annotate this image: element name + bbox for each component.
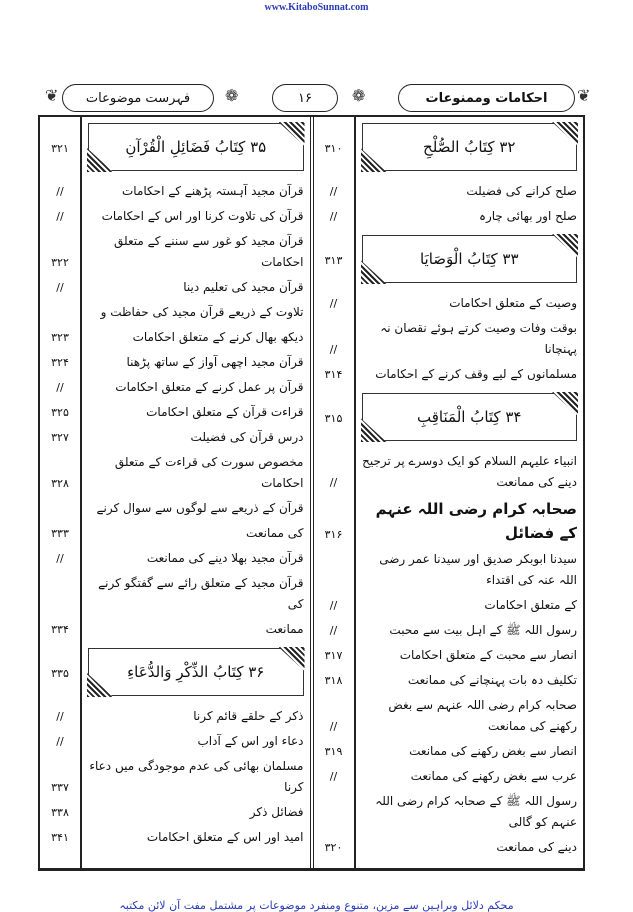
- page-reference: //: [314, 204, 356, 229]
- page-reference: //: [314, 291, 356, 316]
- chapter-heading-cell: [356, 229, 584, 291]
- chapter-heading-cell: [356, 387, 584, 449]
- page-reference: //: [314, 316, 356, 362]
- contents-entry[interactable]: دعاء اور اس کے آداب: [197, 734, 304, 748]
- page-reference: ۳۲۱: [40, 117, 82, 179]
- contents-entry[interactable]: ممانعت: [265, 622, 304, 636]
- contents-entry[interactable]: قرآن مجید اچھی آواز کے ساتھ پڑھنا: [126, 355, 304, 369]
- ornament-icon: ❁: [225, 86, 239, 105]
- page-reference: //: [40, 275, 82, 300]
- page-reference: //: [314, 593, 356, 618]
- chapter-heading-box: [362, 235, 578, 283]
- contents-entry[interactable]: تلاوت کے ذریعے قرآن مجید کی حفاظت و: [100, 305, 304, 319]
- footer-text: محکم دلائل وبراہین سے مزین، متنوع ومنفرد موضوعات پر مشتمل مفت آن لائن مکتبہ: [119, 899, 514, 912]
- page-reference: [40, 496, 82, 521]
- chapter-heading[interactable]: ۳۳ كِتَابُ الْوَصَايَا: [419, 250, 519, 268]
- page-reference: ۳۱۸: [314, 668, 356, 693]
- page-reference: [314, 789, 356, 835]
- page-reference: ۳۳۴: [40, 617, 82, 642]
- contents-entry[interactable]: فضائل ذکر: [249, 805, 304, 819]
- contents-entry[interactable]: انصار سے بغض رکھنے کی ممانعت: [409, 744, 577, 758]
- page-reference: ۳۱۷: [314, 643, 356, 668]
- contents-entry[interactable]: انبیاء علیہم السلام کو ایک دوسرے پر ترجیح دینے کی ممانعت: [362, 454, 577, 489]
- page-reference: ۳۴۱: [40, 825, 82, 850]
- contents-entry[interactable]: تکلیف دہ بات پہنچانے کی ممانعت: [407, 673, 577, 687]
- page-reference: //: [314, 618, 356, 643]
- page-reference: //: [314, 693, 356, 739]
- contents-entry[interactable]: ذکر کے حلقے قائم کرنا: [193, 709, 304, 723]
- page-reference: ۳۲۴: [40, 350, 82, 375]
- chapter-heading-box: [88, 648, 304, 696]
- contents-entry[interactable]: رسول اللہ ﷺ کے اہل بیت سے محبت: [389, 623, 577, 637]
- page-reference: ۳۳۵: [40, 642, 82, 704]
- contents-entry[interactable]: سیدنا ابوبکر صدیق اور سیدنا عمر رضی اللہ عنہ کی اقتداء: [379, 552, 577, 587]
- site-url[interactable]: www.KitaboSunnat.com: [264, 2, 369, 13]
- contents-entry[interactable]: قرآن کی تلاوت کرنا اور اس کے احکامات: [101, 209, 304, 223]
- page-reference: ۳۱۶: [314, 495, 356, 547]
- book-title: احکامات وممنوعات: [425, 90, 548, 106]
- page-reference: //: [314, 449, 356, 495]
- contents-entry[interactable]: قراءت قرآن کے متعلق احکامات: [146, 405, 304, 419]
- contents-entry[interactable]: مسلمان بھائی کی عدم موجودگی میں دعاء کرنا: [89, 759, 304, 794]
- section-subheading[interactable]: صحابہ کرام رضی اللہ عنہم کے فضائل: [375, 500, 577, 542]
- contents-entry[interactable]: قرآن مجید آہستہ پڑھنے کے احکامات: [122, 184, 304, 198]
- chapter-heading[interactable]: ۳۵ كِتَابُ فَضَائِلِ الْقُرْآنِ: [125, 138, 267, 156]
- section-title-banner: [62, 84, 214, 112]
- section-title: فہرست موضوعات: [85, 90, 191, 106]
- contents-entry[interactable]: دینے کی ممانعت: [496, 840, 577, 854]
- contents-entry[interactable]: صحابہ کرام رضی اللہ عنہم سے بغض رکھنے کی ممانعت: [388, 698, 577, 733]
- contents-entry[interactable]: قرآن کے ذریعے سے لوگوں سے سوال کرنے: [96, 501, 304, 515]
- page-reference: ۳۱۳: [314, 229, 356, 291]
- page-reference: ۳۱۵: [314, 387, 356, 449]
- contents-entry[interactable]: عرب سے بغض رکھنے کی ممانعت: [410, 769, 577, 783]
- contents-entry[interactable]: مسلمانوں کے لیے وقف کرنے کے احکامات: [375, 367, 577, 381]
- left-column: [40, 117, 310, 868]
- contents-entry[interactable]: بوقت وفات وصیت کرتے ہوئے نقصان نہ پہنچانا: [380, 321, 577, 356]
- contents-entry[interactable]: درس قرآن کی فضیلت: [190, 430, 304, 444]
- page-reference: [314, 547, 356, 593]
- ornament-icon: ❁: [352, 86, 366, 105]
- page-reference: //: [314, 179, 356, 204]
- page-reference: //: [40, 179, 82, 204]
- page-reference: ۳۲۲: [40, 229, 82, 275]
- page-number-banner: [272, 84, 338, 112]
- page-reference: ۳۳۳: [40, 521, 82, 546]
- page-reference: ۳۱۴: [314, 362, 356, 387]
- contents-entry[interactable]: رسول اللہ ﷺ کے صحابہ کرام رضی اللہ عنہم کو گالی: [375, 794, 577, 829]
- page-reference: ۳۱۹: [314, 739, 356, 764]
- page-reference: [40, 571, 82, 617]
- page-number: ۱۶: [298, 90, 312, 106]
- contents-frame: [38, 115, 585, 871]
- page-reference: ۳۲۵: [40, 400, 82, 425]
- contents-entry[interactable]: قرآن مجید بھلا دینے کی ممانعت: [146, 551, 304, 565]
- chapter-heading[interactable]: ۳۶ كِتَابُ الذِّكْرِ وَالدُّعَاءِ: [127, 663, 265, 681]
- page-reference: ۳۲۷: [40, 425, 82, 450]
- contents-entry[interactable]: قرآن پر عمل کرنے کے متعلق احکامات: [115, 380, 304, 394]
- column-filler: [314, 860, 356, 868]
- contents-entry[interactable]: قرآن مجید کی تعلیم دینا: [183, 280, 304, 294]
- page-reference: //: [40, 729, 82, 754]
- chapter-heading[interactable]: ۳۲ كِتَابُ الصُّلْحِ: [423, 138, 516, 156]
- column-filler: [356, 860, 584, 868]
- contents-entry[interactable]: امید اور اس کے متعلق احکامات: [146, 830, 304, 844]
- page-reference: //: [40, 704, 82, 729]
- chapter-heading-cell: [82, 117, 310, 179]
- book-title-banner: [398, 84, 575, 112]
- chapter-heading[interactable]: ۳۴ كِتَابُ الْمَنَاقِبِ: [417, 408, 522, 426]
- column-filler: [40, 850, 82, 868]
- contents-entry[interactable]: انصار سے محبت کے متعلق احکامات: [399, 648, 577, 662]
- page-reference: //: [314, 764, 356, 789]
- contents-entry[interactable]: وصیت کے متعلق احکامات: [449, 296, 577, 310]
- ornament-icon: ❦: [45, 86, 59, 105]
- page-reference: //: [40, 375, 82, 400]
- contents-entry[interactable]: کی ممانعت: [246, 526, 304, 540]
- contents-entry[interactable]: کے متعلق احکامات: [484, 598, 577, 612]
- contents-entry[interactable]: دیکھ بھال کرنے کے متعلق احکامات: [132, 330, 304, 344]
- contents-entry[interactable]: قرآن مجید کے متعلق رائے سے گفتگو کرنے کی: [98, 576, 304, 611]
- contents-entry[interactable]: مخصوص سورت کی قراءت کے متعلق احکامات: [114, 455, 304, 490]
- ornament-icon: ❦: [577, 86, 591, 105]
- column-filler: [82, 850, 310, 868]
- page-reference: ۳۲۸: [40, 450, 82, 496]
- page-reference: ۳۱۰: [314, 117, 356, 179]
- chapter-heading-box: [362, 393, 578, 441]
- page-reference: ۳۲۰: [314, 835, 356, 860]
- page-reference: //: [40, 204, 82, 229]
- page-reference: //: [40, 546, 82, 571]
- page-reference: ۳۳۷: [40, 754, 82, 800]
- right-column: [310, 117, 584, 868]
- chapter-heading-cell: [82, 642, 310, 704]
- page-reference: ۳۲۳: [40, 325, 82, 350]
- chapter-heading-cell: [356, 117, 584, 179]
- contents-entry[interactable]: صلح کرانے کی فضیلت: [466, 184, 577, 198]
- chapter-heading-box: [362, 123, 578, 171]
- contents-entry[interactable]: قرآن مجید کو غور سے سننے کے متعلق احکامات: [114, 234, 304, 269]
- contents-entry[interactable]: صلح اور بھائی چارہ: [478, 209, 577, 223]
- page-reference: [40, 300, 82, 325]
- page-reference: ۳۳۸: [40, 800, 82, 825]
- chapter-heading-box: [88, 123, 304, 171]
